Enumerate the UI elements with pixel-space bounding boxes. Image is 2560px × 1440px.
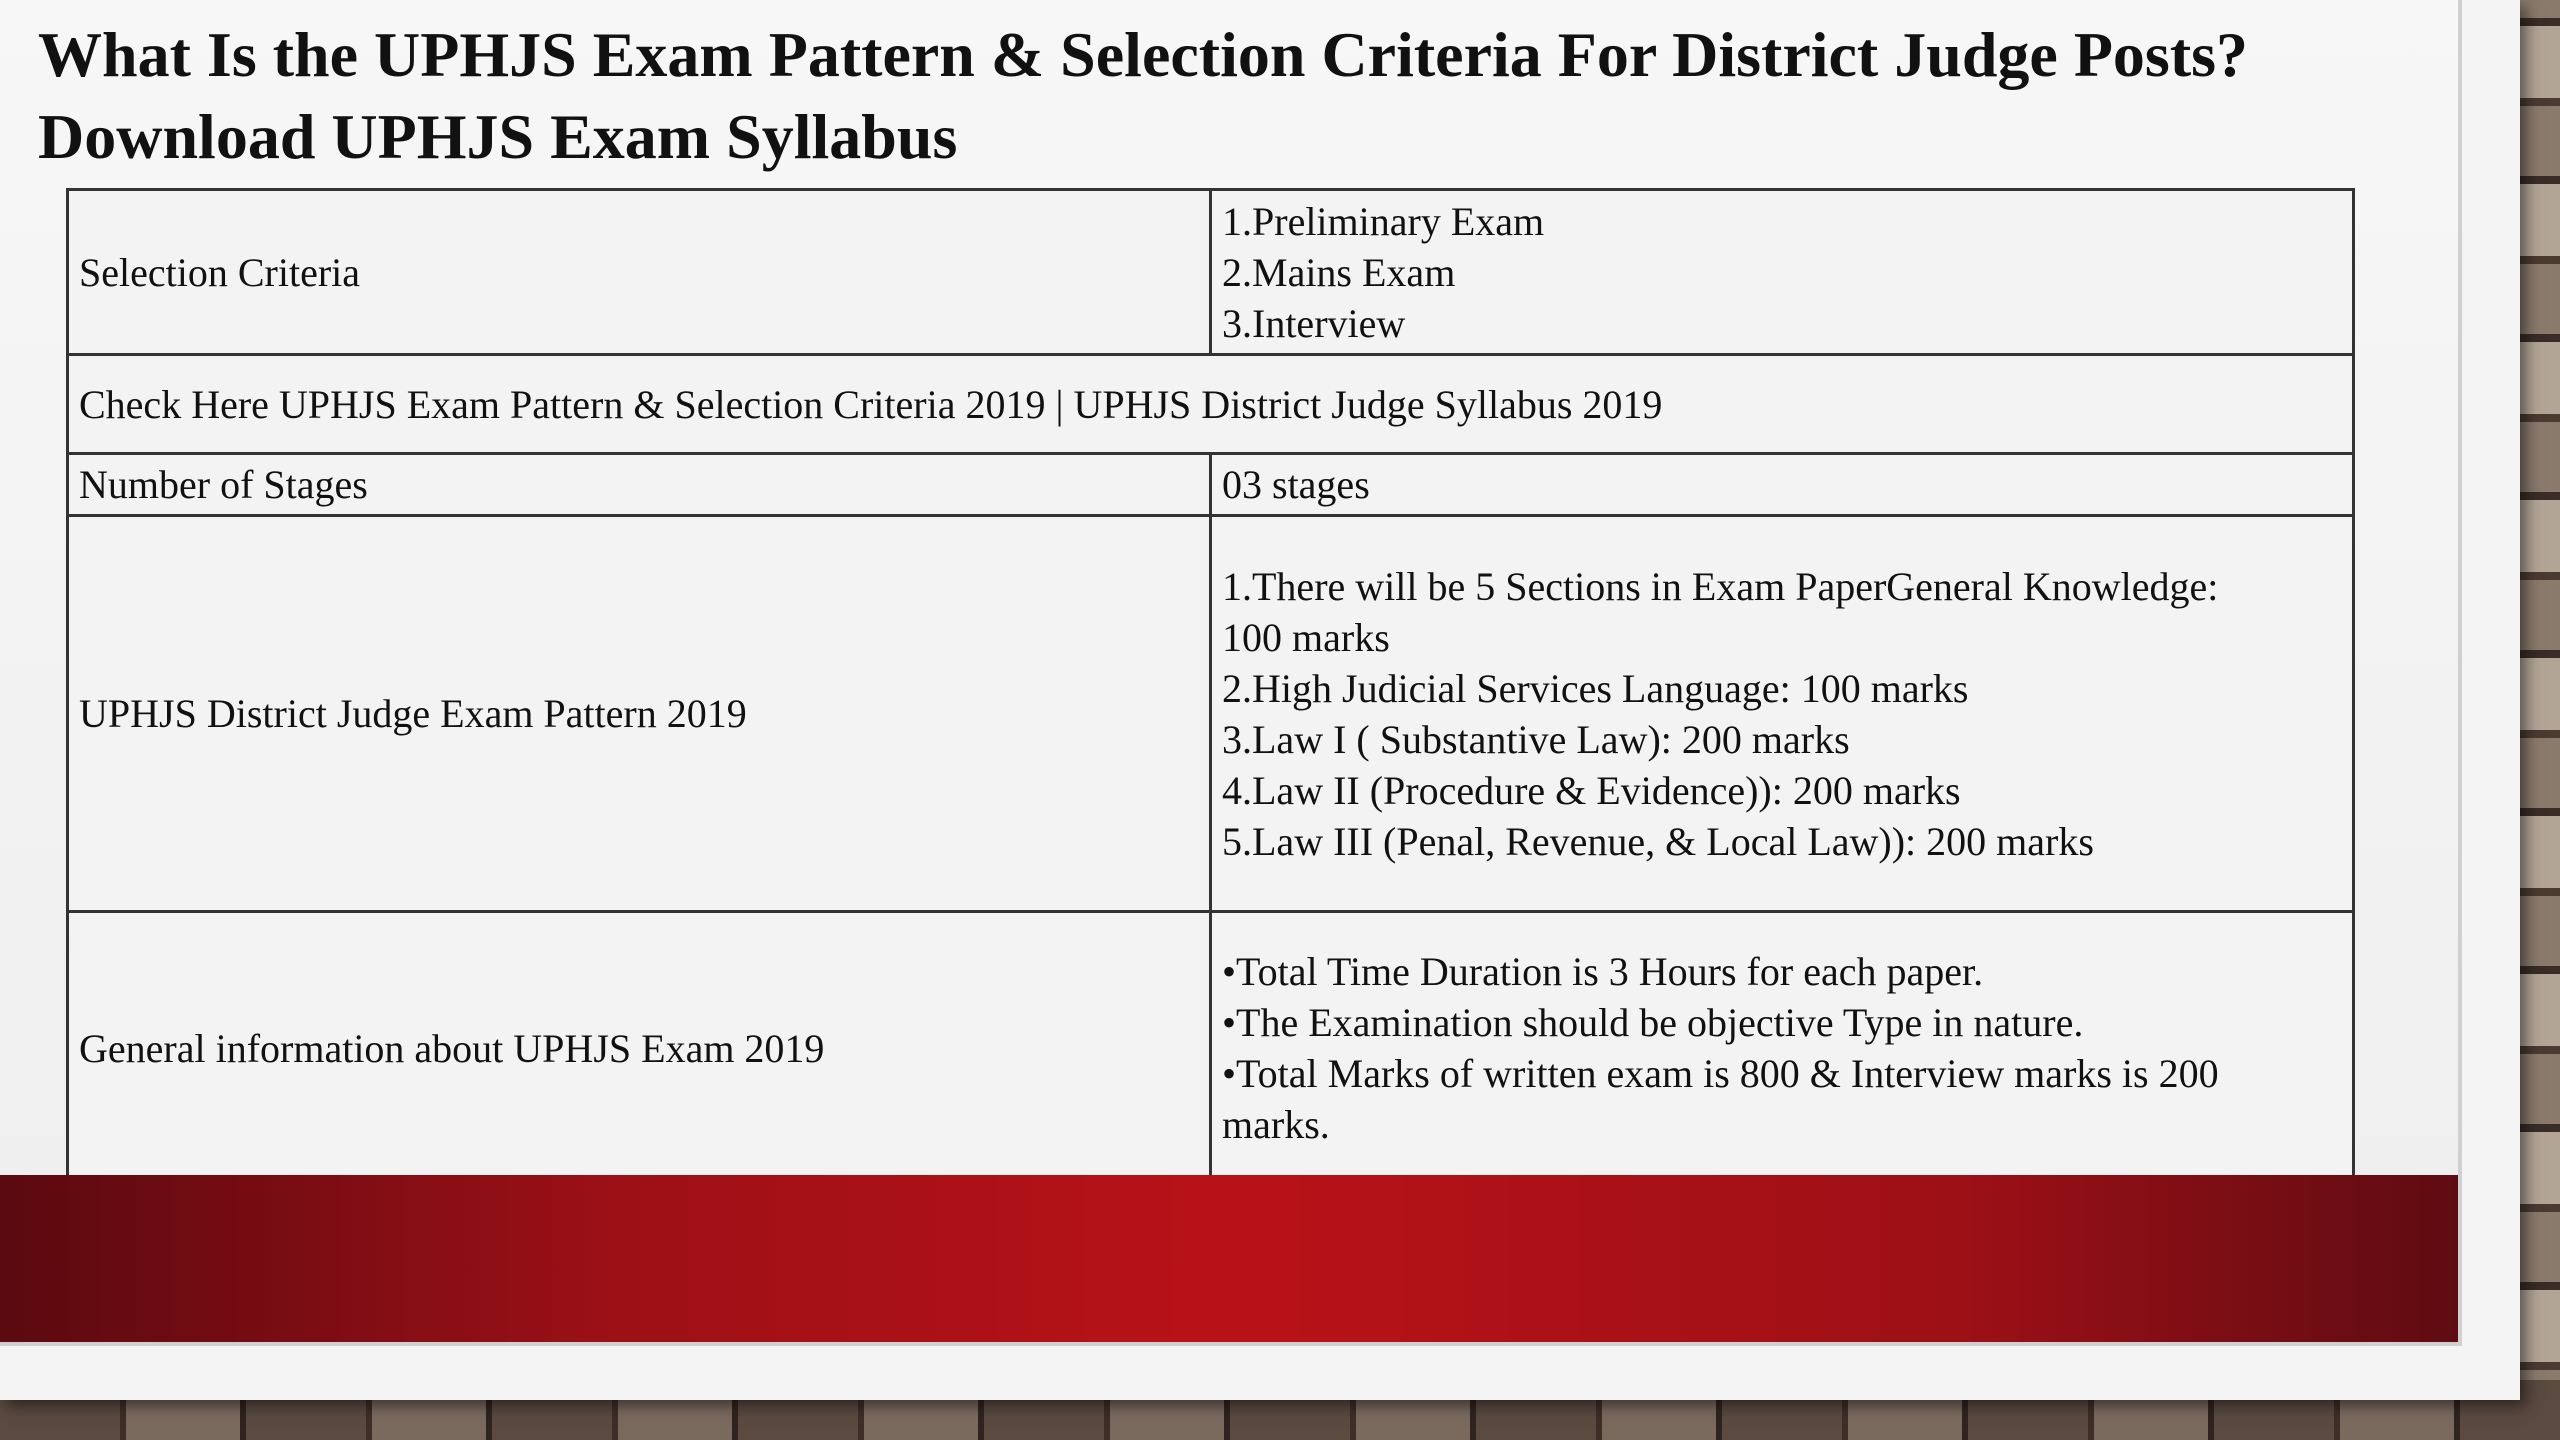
exam-pattern-line-4: 3.Law I ( Substantive Law): 200 marks: [1222, 716, 1850, 762]
table-cell-value: [1211, 516, 2354, 912]
table-cell-value: [1211, 190, 2354, 355]
table-cell-label: [68, 912, 1211, 1185]
exam-pattern-line-1: 1.There will be 5 Sections in Exam PaperGeneral Knowledge:: [1222, 563, 2219, 609]
selection-criteria-label: Selection Criteria: [79, 249, 361, 295]
general-info-line-2: •The Examination should be objective Type in nature.: [1222, 1000, 2084, 1045]
table-cell-label: [68, 454, 1211, 516]
exam-pattern-line-2: 100 marks: [1222, 614, 1390, 660]
number-of-stages-label: Number of Stages: [79, 462, 368, 507]
table-row-check-here: [68, 355, 2354, 454]
table-cell-merged: [68, 355, 2354, 454]
table-row-number-of-stages: [68, 454, 2354, 516]
general-info-line-4: marks.: [1222, 1102, 1330, 1147]
general-info-line-3: •Total Marks of written exam is 800 & Interview marks is 200: [1222, 1051, 2219, 1096]
general-info-line-1: •Total Time Duration is 3 Hours for each paper.: [1222, 949, 1984, 994]
slide-title-line-2: Download UPHJS Exam Syllabus: [38, 101, 958, 172]
table-row-exam-pattern: [68, 516, 2354, 912]
check-here-text: Check Here UPHJS Exam Pattern & Selection Criteria 2019 | UPHJS District Judge Syllabus 2019: [79, 381, 1663, 427]
slide-title: [38, 14, 2448, 178]
selection-step-3: 3.Interview: [1222, 300, 1406, 346]
selection-step-2: 2.Mains Exam: [1222, 249, 1456, 295]
number-of-stages-value: 03 stages: [1222, 462, 1370, 507]
table-cell-label: [68, 516, 1211, 912]
selection-step-1: 1.Preliminary Exam: [1222, 198, 1545, 244]
slide-title-line-1: What Is the UPHJS Exam Pattern & Selection Criteria For District Judge Posts?: [38, 19, 2249, 90]
table-cell-label: [68, 190, 1211, 355]
table-row-selection-criteria: [68, 190, 2354, 355]
exam-info-table: [66, 188, 2355, 1186]
exam-pattern-line-3: 2.High Judicial Services Language: 100 marks: [1222, 665, 1969, 711]
background-wall: [2520, 0, 2560, 1440]
exam-pattern-line-6: 5.Law III (Penal, Revenue, & Local Law)): 200 marks: [1222, 818, 2094, 864]
exam-pattern-line-5: 4.Law II (Procedure & Evidence)): 200 marks: [1222, 767, 1961, 813]
table-cell-value: [1211, 912, 2354, 1185]
red-footer-band: [0, 1175, 2458, 1342]
general-info-label: General information about UPHJS Exam 2019: [79, 1025, 825, 1071]
table-cell-value: [1211, 454, 2354, 516]
table-row-general-information: [68, 912, 2354, 1185]
exam-pattern-label: UPHJS District Judge Exam Pattern 2019: [79, 691, 747, 736]
